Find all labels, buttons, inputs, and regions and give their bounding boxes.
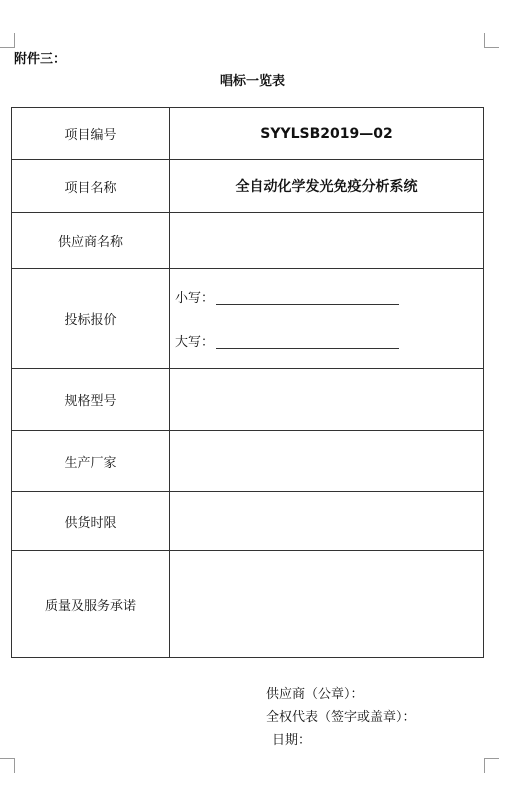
cell-label-specification: 规格型号	[12, 369, 170, 431]
attachment-label: 附件三：	[14, 52, 67, 67]
table-row-project-number	[12, 108, 484, 160]
cell-value-project-number: SYYLSB2019—02	[170, 108, 484, 160]
price-uppercase-line	[170, 331, 483, 350]
page-corner-mark-bottom-left	[0, 758, 15, 773]
cell-value-bid-price	[170, 269, 484, 369]
cell-label-manufacturer: 生产厂家	[12, 431, 170, 492]
price-lowercase-blank	[216, 290, 399, 305]
page-title: 唱标一览表	[219, 74, 285, 89]
cell-label-quality-service: 质量及服务承诺	[12, 551, 170, 658]
cell-label-delivery-time: 供货时限	[12, 492, 170, 551]
cell-label-project-number: 项目编号	[12, 108, 170, 160]
table-row-bid-price	[12, 269, 484, 369]
price-uppercase-blank	[216, 334, 399, 349]
cell-value-supplier-name	[170, 213, 484, 269]
table-row-quality-service	[12, 551, 484, 658]
bid-summary-table	[11, 107, 484, 658]
table-row-specification	[12, 369, 484, 431]
cell-value-project-name: 全自动化学发光免疫分析系统	[170, 160, 484, 213]
cell-label-project-name: 项目名称	[12, 160, 170, 213]
signature-representative: 全权代表（签字或盖章）：	[266, 710, 416, 725]
cell-value-quality-service	[170, 551, 484, 658]
cell-label-supplier-name: 供应商名称	[12, 213, 170, 269]
cell-label-bid-price: 投标报价	[12, 269, 170, 369]
price-lowercase-line	[170, 287, 483, 306]
cell-value-delivery-time	[170, 492, 484, 551]
page-corner-mark-top-left	[0, 33, 15, 48]
table-row-manufacturer	[12, 431, 484, 492]
cell-value-manufacturer	[170, 431, 484, 492]
page-corner-mark-top-right	[484, 33, 499, 48]
signature-supplier-seal: 供应商（公章）：	[266, 687, 364, 702]
cell-value-specification	[170, 369, 484, 431]
signature-date: 日期：	[272, 733, 312, 748]
page-corner-mark-bottom-right	[484, 758, 499, 773]
table-row-delivery-time	[12, 492, 484, 551]
table-row-project-name	[12, 160, 484, 213]
price-lowercase-label: 小写：	[175, 291, 215, 306]
price-uppercase-label: 大写：	[175, 335, 215, 350]
table-row-supplier-name	[12, 213, 484, 269]
